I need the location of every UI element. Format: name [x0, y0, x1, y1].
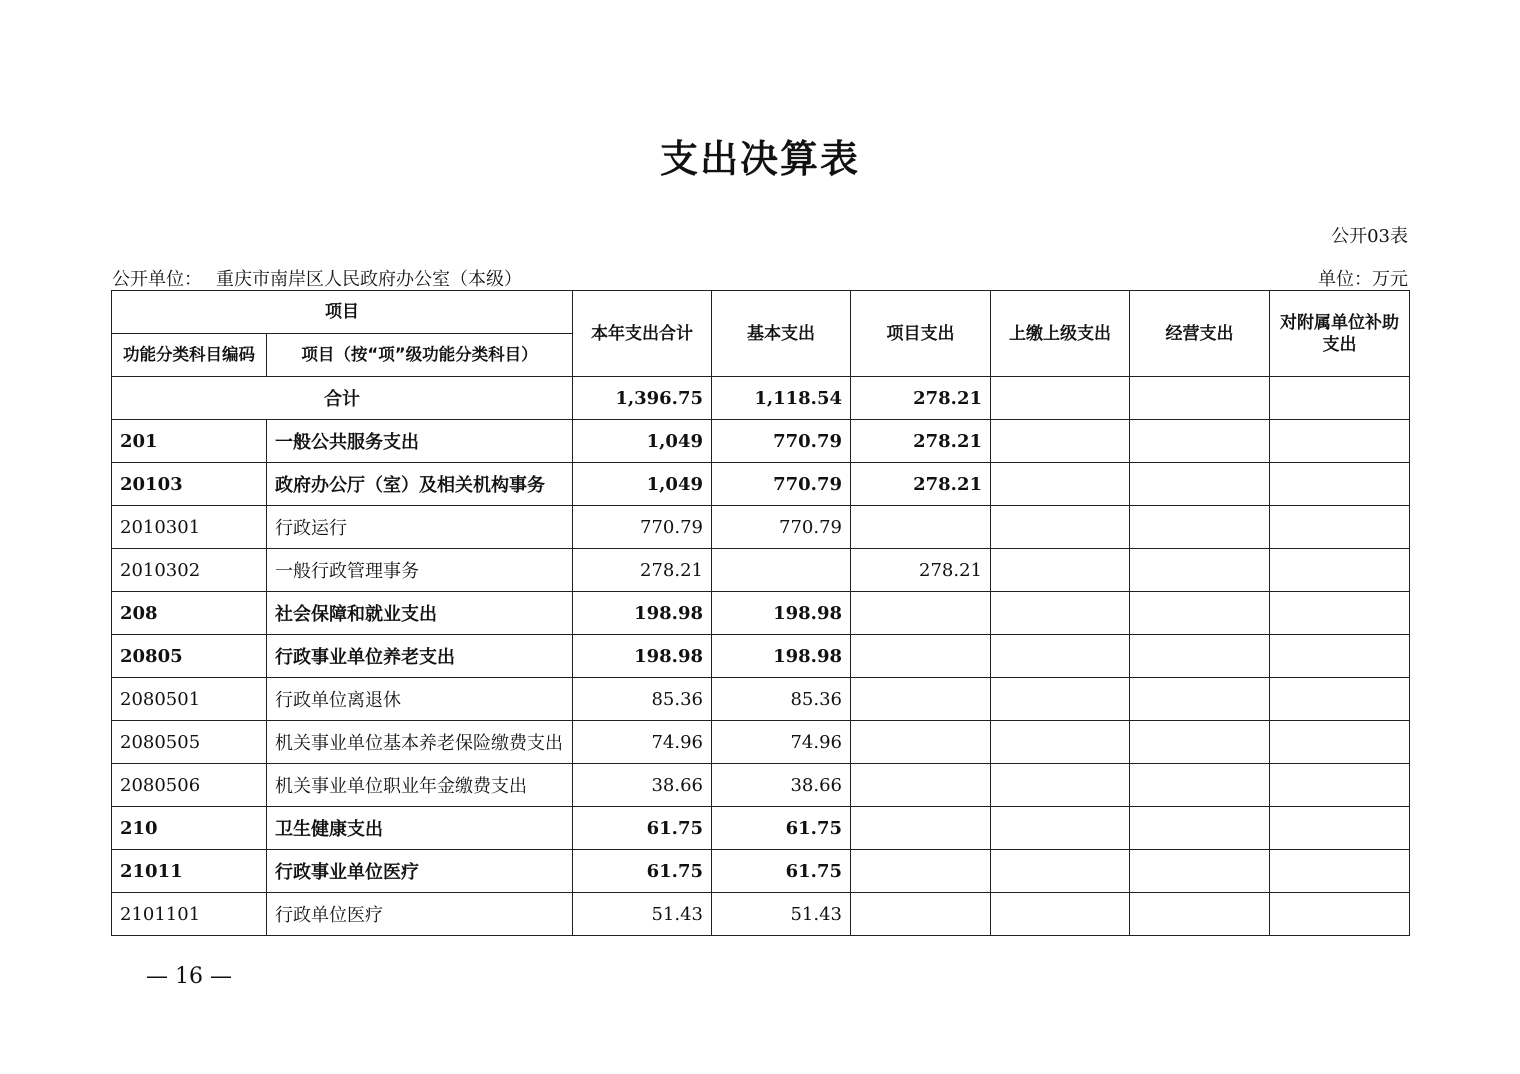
cell-business — [1130, 893, 1270, 936]
total-cell-subsidy — [1270, 377, 1410, 420]
cell-basic: 770.79 — [712, 463, 851, 506]
cell-upper — [991, 506, 1130, 549]
page-number: — 16 — — [146, 964, 232, 989]
header-project-group: 项目 — [112, 291, 573, 334]
total-cell-business — [1130, 377, 1270, 420]
cell-basic: 38.66 — [712, 764, 851, 807]
cell-total: 85.36 — [573, 678, 712, 721]
cell-name: 机关事业单位基本养老保险缴费支出 — [267, 721, 573, 764]
cell-upper — [991, 764, 1130, 807]
cell-project — [851, 678, 991, 721]
unit-label: 单位：万元 — [1318, 269, 1408, 290]
cell-code: 201 — [112, 420, 267, 463]
table-row — [112, 678, 1410, 721]
cell-name: 机关事业单位职业年金缴费支出 — [267, 764, 573, 807]
cell-business — [1130, 463, 1270, 506]
cell-upper — [991, 635, 1130, 678]
cell-name: 政府办公厅（室）及相关机构事务 — [267, 463, 573, 506]
cell-basic: 770.79 — [712, 420, 851, 463]
cell-business — [1130, 592, 1270, 635]
cell-upper — [991, 721, 1130, 764]
table-row — [112, 635, 1410, 678]
cell-business — [1130, 721, 1270, 764]
cell-upper — [991, 420, 1130, 463]
cell-project — [851, 807, 991, 850]
cell-name: 卫生健康支出 — [267, 807, 573, 850]
cell-business — [1130, 850, 1270, 893]
table-row — [112, 420, 1410, 463]
cell-total: 61.75 — [573, 807, 712, 850]
table-row — [112, 850, 1410, 893]
cell-total: 38.66 — [573, 764, 712, 807]
cell-code: 21011 — [112, 850, 267, 893]
cell-business — [1130, 506, 1270, 549]
total-cell-basic: 1,118.54 — [712, 377, 851, 420]
cell-basic: 61.75 — [712, 807, 851, 850]
cell-basic: 74.96 — [712, 721, 851, 764]
cell-subsidy — [1270, 893, 1410, 936]
cell-total: 1,049 — [573, 463, 712, 506]
total-row — [112, 377, 1410, 420]
header-code: 功能分类科目编码 — [112, 334, 267, 377]
cell-name: 一般行政管理事务 — [267, 549, 573, 592]
cell-name: 行政运行 — [267, 506, 573, 549]
cell-code: 2080501 — [112, 678, 267, 721]
cell-code: 210 — [112, 807, 267, 850]
cell-project: 278.21 — [851, 420, 991, 463]
cell-upper — [991, 678, 1130, 721]
table-row — [112, 549, 1410, 592]
cell-project: 278.21 — [851, 549, 991, 592]
org-label: 公开单位： — [112, 269, 202, 290]
cell-subsidy — [1270, 592, 1410, 635]
cell-code: 2101101 — [112, 893, 267, 936]
cell-name: 社会保障和就业支出 — [267, 592, 573, 635]
cell-subsidy — [1270, 764, 1410, 807]
cell-business — [1130, 764, 1270, 807]
cell-basic — [712, 549, 851, 592]
page-title: 支出决算表 — [659, 136, 860, 181]
cell-business — [1130, 678, 1270, 721]
cell-basic: 770.79 — [712, 506, 851, 549]
cell-project — [851, 592, 991, 635]
cell-project — [851, 635, 991, 678]
cell-business — [1130, 807, 1270, 850]
cell-total: 1,049 — [573, 420, 712, 463]
table-row — [112, 893, 1410, 936]
cell-upper — [991, 592, 1130, 635]
cell-business — [1130, 420, 1270, 463]
header-upper: 上缴上级支出 — [991, 291, 1130, 377]
cell-code: 20103 — [112, 463, 267, 506]
table-body — [112, 377, 1410, 936]
cell-upper — [991, 463, 1130, 506]
cell-subsidy — [1270, 721, 1410, 764]
cell-subsidy — [1270, 678, 1410, 721]
table-row — [112, 807, 1410, 850]
table-row — [112, 592, 1410, 635]
total-cell-upper — [991, 377, 1130, 420]
header-business: 经营支出 — [1130, 291, 1270, 377]
cell-upper — [991, 850, 1130, 893]
cell-name: 一般公共服务支出 — [267, 420, 573, 463]
cell-subsidy — [1270, 850, 1410, 893]
cell-code: 2080506 — [112, 764, 267, 807]
cell-subsidy — [1270, 420, 1410, 463]
table-row — [112, 721, 1410, 764]
table-row — [112, 506, 1410, 549]
header-subsidy: 对附属单位补助支出 — [1270, 291, 1410, 377]
cell-code: 208 — [112, 592, 267, 635]
expenditure-table — [111, 290, 1410, 936]
cell-project — [851, 764, 991, 807]
form-number: 公开03表 — [1331, 226, 1408, 247]
header-row-1 — [112, 291, 1410, 334]
cell-basic: 51.43 — [712, 893, 851, 936]
cell-basic: 61.75 — [712, 850, 851, 893]
cell-subsidy — [1270, 463, 1410, 506]
cell-total: 51.43 — [573, 893, 712, 936]
cell-total: 770.79 — [573, 506, 712, 549]
cell-total: 74.96 — [573, 721, 712, 764]
cell-total: 198.98 — [573, 635, 712, 678]
table-row — [112, 764, 1410, 807]
header-item: 项目（按“项”级功能分类科目） — [267, 334, 573, 377]
cell-name: 行政事业单位养老支出 — [267, 635, 573, 678]
cell-basic: 198.98 — [712, 592, 851, 635]
cell-code: 20805 — [112, 635, 267, 678]
table-row — [112, 463, 1410, 506]
cell-subsidy — [1270, 807, 1410, 850]
cell-upper — [991, 893, 1130, 936]
cell-upper — [991, 549, 1130, 592]
cell-business — [1130, 635, 1270, 678]
cell-total: 278.21 — [573, 549, 712, 592]
cell-subsidy — [1270, 635, 1410, 678]
cell-subsidy — [1270, 506, 1410, 549]
cell-subsidy — [1270, 549, 1410, 592]
cell-business — [1130, 549, 1270, 592]
org-info — [112, 265, 522, 291]
header-project: 项目支出 — [851, 291, 991, 377]
cell-total: 198.98 — [573, 592, 712, 635]
cell-basic: 198.98 — [712, 635, 851, 678]
total-label: 合计 — [112, 377, 573, 420]
cell-project — [851, 893, 991, 936]
cell-upper — [991, 807, 1130, 850]
total-cell-total: 1,396.75 — [573, 377, 712, 420]
cell-basic: 85.36 — [712, 678, 851, 721]
total-cell-project: 278.21 — [851, 377, 991, 420]
cell-code: 2010301 — [112, 506, 267, 549]
cell-project — [851, 850, 991, 893]
cell-total: 61.75 — [573, 850, 712, 893]
cell-project: 278.21 — [851, 463, 991, 506]
cell-code: 2080505 — [112, 721, 267, 764]
cell-project — [851, 506, 991, 549]
header-total: 本年支出合计 — [573, 291, 712, 377]
cell-name: 行政单位医疗 — [267, 893, 573, 936]
cell-project — [851, 721, 991, 764]
cell-name: 行政单位离退休 — [267, 678, 573, 721]
cell-code: 2010302 — [112, 549, 267, 592]
header-basic: 基本支出 — [712, 291, 851, 377]
cell-name: 行政事业单位医疗 — [267, 850, 573, 893]
org-name: 重庆市南岸区人民政府办公室（本级） — [216, 269, 522, 290]
